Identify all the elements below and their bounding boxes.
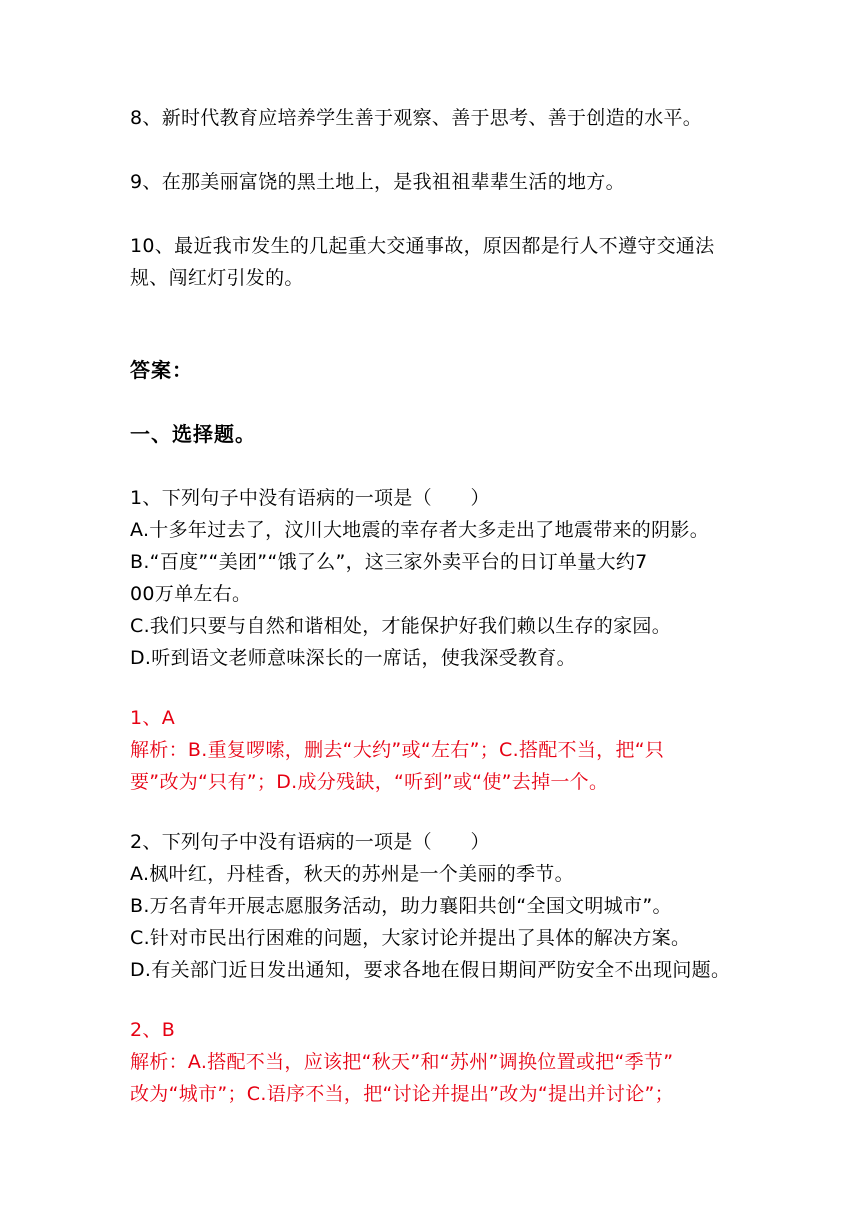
item-2-option-c: C.针对市民出行困难的问题，大家讨论并提出了具体的解决方案。 <box>130 927 691 949</box>
item-1-option-b: B.“百度”“美团”“饿了么”，这三家外卖平台的日订单量大约7 <box>130 551 648 573</box>
item-1-analysis-line-1: 解析：B.重复啰嗦，删去“大约”或“左右”；C.搭配不当，把“只 <box>130 739 665 761</box>
question-9: 9、在那美丽富饶的黑土地上，是我祖祖辈辈生活的地方。 <box>130 171 625 193</box>
item-2-option-a: A.枫叶红，丹桂香，秋天的苏州是一个美丽的季节。 <box>130 863 574 885</box>
question-10-line-2: 规、闯红灯引发的。 <box>130 267 304 289</box>
item-1-question: 1、下列句子中没有语病的一项是（ ） <box>130 487 490 509</box>
item-2-question: 2、下列句子中没有语病的一项是（ ） <box>130 831 490 853</box>
item-1-option-c: C.我们只要与自然和谐相处，才能保护好我们赖以生存的家园。 <box>130 615 672 637</box>
item-2-answer: 2、B <box>130 1019 176 1041</box>
section-heading: 一、选择题。 <box>130 422 256 446</box>
item-2-analysis-line-1: 解析：A.搭配不当，应该把“秋天”和“苏州”调换位置或把“季节” <box>130 1051 674 1073</box>
item-1-option-b-cont: 00万单左右。 <box>130 583 252 605</box>
item-1-analysis-line-2: 要”改为“只有”；D.成分残缺，“听到”或“使”去掉一个。 <box>130 771 609 793</box>
answers-heading: 答案： <box>130 358 193 382</box>
item-2-option-d: D.有关部门近日发出通知，要求各地在假日期间严防安全不出现问题。 <box>130 959 731 981</box>
item-2-option-b: B.万名青年开展志愿服务活动，助力襄阳共创“全国文明城市”。 <box>130 895 672 917</box>
question-10-line-1: 10、最近我市发生的几起重大交通事故，原因都是行人不遵守交通法 <box>130 235 715 257</box>
item-1-answer: 1、A <box>130 707 175 729</box>
item-1-option-a: A.十多年过去了，汶川大地震的幸存者大多走出了地震带来的阴影。 <box>130 519 710 541</box>
item-2-analysis-line-2: 改为“城市”；C.语序不当，把“讨论并提出”改为“提出并讨论”； <box>130 1083 674 1105</box>
question-8: 8、新时代教育应培养学生善于观察、善于思考、善于创造的水平。 <box>130 107 703 129</box>
item-1-option-d: D.听到语文老师意味深长的一席话，使我深受教育。 <box>130 647 576 669</box>
